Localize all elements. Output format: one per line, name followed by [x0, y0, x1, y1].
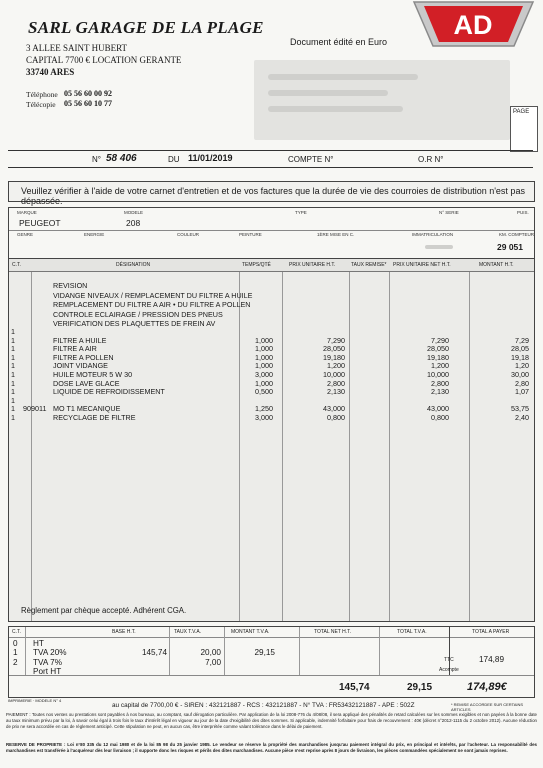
label-genre: GENRE: [17, 232, 34, 237]
account-label: COMPTE N°: [288, 155, 334, 164]
item-amount: 28,05: [511, 344, 529, 354]
label-serie: N° SERIE: [439, 210, 459, 215]
item-unit-price: 10,000: [323, 370, 345, 379]
label-couleur: COULEUR: [177, 232, 200, 237]
tot-col-taux: TAUX T.V.A.: [174, 629, 202, 635]
company-city: 33740 ARES: [26, 67, 75, 77]
item-qty: 1,000: [255, 335, 273, 345]
invoice-number: 58 406: [106, 153, 137, 164]
item-ct: 1: [11, 361, 15, 371]
grand-total-to-pay: 174,89€: [467, 681, 507, 693]
phone-label: Téléphone: [26, 90, 58, 99]
grand-total-tva: 29,15: [407, 682, 433, 693]
tot-row-base: 145,74: [141, 648, 167, 658]
tot-row-taux: 20,00: [200, 648, 221, 658]
item-unit-price: 19,180: [323, 352, 345, 362]
item-unit-price: 43,000: [323, 404, 345, 414]
item-ct: 1: [11, 327, 15, 336]
retention-of-title: RESERVE DE PROPRIETE : Loi n°80 335 du 12 mai 1980 et de la loi 85 98 du 25 janvier 1985. Le vendeur se réserve la propriété des marchandises jusqu'au paiement intégral du prix, en principal et intérêts, par l'acheteur. La responsabilité des marchandises est transférée à l'acquéreur dès leur livraison ; il supporte donc les risques et périls des dites marchandises. Aucune pièce n'est reprise après 8 jours de livraison, les pièces commandées spécialement ne sont jamais reprises.: [6, 742, 537, 754]
item-net-price: 28,050: [427, 344, 449, 354]
item-designation: MO T1 MECANIQUE: [53, 404, 121, 414]
tot-row-label: Port HT: [33, 667, 62, 677]
acompte-label: Acompte: [439, 667, 459, 673]
company-address: 3 ALLEE SAINT HUBERT: [26, 43, 128, 53]
tot-col-payer: TOTAL A PAYER: [472, 629, 510, 635]
timing-belt-notice: [8, 181, 535, 206]
item-ct: 1: [11, 404, 15, 414]
item-amount: 2,80: [515, 378, 529, 388]
label-km: KM. COMPTEUR: [499, 232, 535, 237]
label-modele: MODELE: [124, 210, 144, 215]
item-unit-price: 1,200: [327, 361, 345, 371]
company-capital: CAPITAL 7700 € LOCATION GERANTE: [26, 55, 182, 65]
company-legal-ids: au capital de 7700,00 € - SIREN : 432121887 - RCS : 432121887 - N° TVA : FR53432121887 - APE : 502Z: [112, 702, 415, 709]
item-amount: 2,40: [515, 413, 529, 422]
revision-line: REMPLACEMENT DU FILTRE A AIR • DU FILTRE A POLLEN: [53, 300, 251, 310]
item-qty: 3,000: [255, 413, 273, 422]
logo-text: AD: [453, 10, 493, 40]
item-qty: 1,000: [255, 344, 273, 354]
fax-number: 05 56 60 10 77: [64, 99, 112, 108]
col-montant: MONTANT H.T.: [479, 262, 514, 268]
date-label: DU: [168, 155, 180, 164]
phone-number: 05 56 60 00 92: [64, 89, 112, 98]
col-temps: TEMPS/QTÉ: [242, 262, 271, 268]
ttc-value: 174,89: [479, 655, 505, 664]
label-immat: IMMATRICULATION: [412, 232, 454, 237]
item-designation: FILTRE A AIR: [53, 344, 97, 354]
ad-logo: [404, 0, 543, 50]
fax-label: Télécopie: [26, 100, 56, 109]
item-unit-price: 2,800: [327, 378, 345, 388]
payment-note: Règlement par chèque accepté. Adhérent CGA.: [21, 606, 187, 615]
item-designation: FILTRE A POLLEN: [53, 352, 114, 362]
lines-header: [9, 259, 534, 272]
revision-line: REVISION: [53, 281, 88, 290]
item-qty: 0,500: [255, 387, 273, 397]
recipient-address-redacted: [254, 60, 510, 140]
revision-line: VERIFICATION DES PLAQUETTES DE FREIN AV: [53, 319, 216, 329]
item-amount: 1,20: [515, 361, 529, 371]
item-net-price: 10,000: [427, 370, 449, 379]
item-code: 909011: [23, 404, 47, 414]
item-unit-price: 0,800: [327, 413, 345, 422]
item-amount: 7,29: [515, 335, 529, 345]
item-amount: 19,18: [511, 352, 529, 362]
item-amount: 1,07: [515, 387, 529, 397]
payment-terms: PAIEMENT : Toutes nos ventes ou prestations sont payables à nos bureaux, au comptant, sauf dérogation particulière. Par application de la loi 2008-776 du 4/08/08, il sera appliqué des pénalités de retard calculées sur les sommes exigibles et non payées à la bonne date au taux minimum prévu par la loi, à savoir celui égal à trois fois le taux d'intérêt légal en vigueur au jour de la date d'exigibilité des dites sommes. Si applicable, indemnité forfaitaire pour frais de recouvrement : 40€ (décret n°2012-1115 du 2 octobre 2012). Aucune réduction de prix ne sera accordée en cas de règlement anticipé. Cette stipulation ne peut, en aucun cas, être interprétée comme valant tolérance dans le délai de paiement.: [6, 712, 537, 730]
vehicle-brand: PEUGEOT: [19, 218, 61, 228]
item-net-price: 43,000: [427, 404, 449, 414]
currency-note: Document édité en Euro: [290, 37, 388, 47]
label-marque: MARQUE: [17, 210, 37, 215]
grand-total-ht: 145,74: [339, 682, 370, 693]
item-ct: 1: [11, 335, 15, 345]
item-designation: DOSE LAVE GLACE: [53, 378, 120, 388]
col-pu-ht: PRIX UNITAIRE H.T.: [289, 262, 336, 268]
tot-row-montant: 29,15: [254, 648, 275, 658]
ttc-label: TTC: [444, 657, 454, 663]
invoice-date: 11/01/2019: [188, 153, 233, 163]
item-net-price: 7,290: [431, 335, 449, 345]
invoice-number-bar: [8, 150, 533, 168]
item-ct: 1: [11, 387, 15, 397]
item-qty: 3,000: [255, 370, 273, 379]
or-label: O.R N°: [418, 155, 444, 164]
tot-row-ct: 1: [13, 648, 18, 658]
item-ct: 1: [11, 370, 15, 379]
notice-text: Veuillez vérifier à l'aide de votre carnet d'entretien et de vos factures que la durée de vie des courroies de distribution n'est pas dépassée.: [21, 186, 525, 206]
col-pu-net: PRIX UNITAIRE NET H.T.: [393, 262, 451, 268]
item-unit-price: 28,050: [323, 344, 345, 354]
tot-col-montant: MONTANT T.V.A.: [231, 629, 270, 635]
item-ct: 1: [11, 413, 15, 422]
tot-col-tva: TOTAL T.V.A.: [397, 629, 427, 635]
item-ct: 1: [11, 378, 15, 388]
totals-block: [8, 626, 535, 698]
item-qty: 1,000: [255, 378, 273, 388]
col-ct: C.T.: [12, 262, 21, 268]
item-unit-price: 7,290: [327, 335, 345, 345]
tot-row-taux: 7,00: [205, 657, 221, 667]
tot-row-label: TVA 20%: [33, 648, 67, 658]
item-net-price: 1,200: [431, 361, 449, 371]
item-ct: 1: [11, 395, 15, 405]
label-mise: 1ÈRE MISE EN C.: [317, 232, 355, 237]
item-unit-price: 2,130: [327, 387, 345, 397]
label-type: TYPE: [295, 210, 307, 215]
tot-row-label: HT: [33, 639, 44, 648]
revision-line: VIDANGE NIVEAUX / REMPLACEMENT DU FILTRE A HUILE: [53, 290, 253, 300]
item-qty: 1,250: [255, 404, 273, 414]
tot-col-ht: TOTAL NET H.T.: [314, 629, 352, 635]
item-qty: 1,000: [255, 361, 273, 371]
item-designation: HUILE MOTEUR 5 W 30: [53, 370, 133, 379]
vehicle-mileage: 29 051: [497, 242, 523, 252]
invoice-lines-table: [8, 258, 535, 622]
item-net-price: 2,130: [431, 387, 449, 397]
page-label: PAGE: [513, 109, 530, 115]
label-puis: PUIS.: [517, 210, 529, 215]
col-designation: DÉSIGNATION: [116, 262, 151, 268]
number-label: N°: [92, 155, 101, 164]
vehicle-model: 208: [126, 218, 141, 228]
item-net-price: 2,800: [431, 378, 449, 388]
vehicle-info: [8, 207, 535, 259]
item-net-price: 19,180: [427, 352, 449, 362]
item-ct: 1: [11, 352, 15, 362]
item-designation: JOINT VIDANGE: [53, 361, 108, 371]
tot-row-ct: 0: [13, 639, 18, 648]
item-designation: LIQUIDE DE REFROIDISSEMENT: [53, 387, 165, 397]
tot-row-ct: 2: [13, 657, 18, 667]
printer-ref: IMPRIMERIE · MODELE N° 4: [8, 698, 62, 703]
label-peinture: PEINTURE: [239, 232, 262, 237]
tot-row-label: TVA 7%: [33, 657, 62, 667]
company-name: SARL GARAGE DE LA PLAGE: [28, 18, 264, 37]
tot-col-ct: C.T.: [12, 629, 21, 635]
col-remise: TAUX REMISE*: [351, 262, 387, 268]
item-designation: RECYCLAGE DE FILTRE: [53, 413, 136, 422]
item-designation: FILTRE A HUILE: [53, 335, 107, 345]
discount-note: * REMISE ACCORDEE SUR CERTAINS ARTICLES: [451, 702, 524, 712]
item-ct: 1: [11, 344, 15, 354]
item-amount: 30,00: [511, 370, 529, 379]
page-box: [510, 106, 538, 152]
tot-col-base: BASE H.T.: [112, 629, 136, 635]
item-net-price: 0,800: [431, 413, 449, 422]
revision-line: CONTROLE ECLAIRAGE / PRESSION DES PNEUS: [53, 309, 223, 319]
total-to-pay-box: [449, 627, 534, 675]
label-energie: ENERGIE: [84, 232, 105, 237]
item-qty: 1,000: [255, 352, 273, 362]
item-amount: 53,75: [511, 404, 529, 414]
